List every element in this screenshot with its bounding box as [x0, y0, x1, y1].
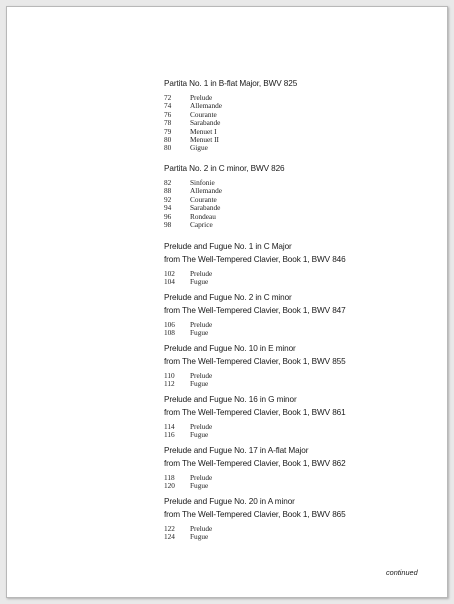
movement-title: Courante	[190, 194, 217, 204]
movement-title: Caprice	[190, 219, 213, 229]
entry-list	[164, 179, 434, 229]
table-of-contents	[7, 7, 447, 597]
movement-title: Menuet II	[190, 134, 219, 144]
page-number: 120	[164, 481, 175, 491]
movement-title: Rondeau	[190, 211, 216, 221]
page-number: 76	[164, 109, 172, 119]
movement-title: Prelude	[190, 320, 213, 329]
entry-list	[164, 423, 434, 440]
movement-title: Fugue	[190, 328, 209, 338]
section-subtitle: from The Well-Tempered Clavier, Book 1, BWV 847	[164, 306, 346, 315]
section-subtitle: from The Well-Tempered Clavier, Book 1, BWV 862	[164, 459, 346, 468]
movement-title: Allemande	[190, 186, 223, 196]
toc-entry	[164, 431, 434, 439]
movement-title: Fugue	[190, 430, 209, 440]
page-number: 114	[164, 422, 175, 431]
page-number: 106	[164, 320, 175, 329]
toc-section	[164, 240, 434, 287]
toc-entry	[164, 278, 434, 286]
continued-note: continued	[386, 568, 418, 577]
movement-title: Prelude	[190, 269, 213, 278]
movement-title: Fugue	[190, 379, 209, 389]
toc-entry	[164, 221, 434, 229]
entry-list	[164, 270, 434, 287]
toc-section	[164, 495, 434, 542]
section-title: Partita No. 1 in B-flat Major, BWV 825	[164, 79, 298, 88]
toc-section	[164, 77, 434, 153]
entry-list	[164, 94, 434, 153]
entry-list	[164, 474, 434, 491]
page-number: 78	[164, 118, 172, 128]
movement-title: Sarabande	[190, 203, 221, 213]
document-page	[6, 6, 448, 598]
page-number: 108	[164, 328, 175, 338]
movement-title: Menuet I	[190, 126, 217, 136]
section-title: Partita No. 2 in C minor, BWV 826	[164, 164, 285, 173]
section-title: Prelude and Fugue No. 17 in A-flat Major	[164, 446, 309, 455]
movement-title: Fugue	[190, 481, 209, 491]
toc-section	[164, 393, 434, 440]
section-title: Prelude and Fugue No. 2 in C minor	[164, 293, 292, 302]
toc-section	[164, 444, 434, 491]
movement-title: Prelude	[190, 524, 213, 533]
toc-entry	[164, 380, 434, 388]
toc-entry	[164, 144, 434, 152]
page-number: 102	[164, 269, 175, 278]
movement-title: Prelude	[190, 93, 213, 102]
movement-title: Sarabande	[190, 118, 221, 128]
movement-title: Gigue	[190, 143, 208, 153]
page-number: 124	[164, 532, 175, 542]
entry-list	[164, 321, 434, 338]
section-subtitle: from The Well-Tempered Clavier, Book 1, BWV 861	[164, 408, 346, 417]
section-title: Prelude and Fugue No. 20 in A minor	[164, 497, 295, 506]
section-title: Prelude and Fugue No. 10 in E minor	[164, 344, 296, 353]
movement-title: Prelude	[190, 422, 213, 431]
page-number: 116	[164, 430, 175, 440]
page-number: 112	[164, 379, 175, 389]
page-number: 72	[164, 93, 172, 102]
page-number: 118	[164, 473, 175, 482]
section-title: Prelude and Fugue No. 1 in C Major	[164, 242, 292, 251]
page-number: 122	[164, 524, 175, 533]
page-number: 94	[164, 203, 172, 213]
movement-title: Sinfonie	[190, 178, 215, 187]
entry-list	[164, 525, 434, 542]
section-subtitle: from The Well-Tempered Clavier, Book 1, BWV 855	[164, 357, 346, 366]
toc-section	[164, 162, 434, 229]
page-number: 80	[164, 134, 172, 144]
page-number: 104	[164, 277, 175, 287]
toc-entry	[164, 482, 434, 490]
page-number: 110	[164, 371, 175, 380]
section-subtitle: from The Well-Tempered Clavier, Book 1, BWV 846	[164, 255, 346, 264]
page-number: 79	[164, 126, 172, 136]
movement-title: Prelude	[190, 371, 213, 380]
page-number: 92	[164, 194, 172, 204]
toc-section	[164, 342, 434, 389]
movement-title: Fugue	[190, 277, 209, 287]
page-number: 80	[164, 143, 172, 153]
movement-title: Courante	[190, 109, 217, 119]
toc-entry	[164, 329, 434, 337]
movement-title: Allemande	[190, 101, 223, 111]
section-subtitle: from The Well-Tempered Clavier, Book 1, BWV 865	[164, 510, 346, 519]
page-number: 82	[164, 178, 172, 187]
page-number: 96	[164, 211, 172, 221]
page-number: 74	[164, 101, 172, 111]
movement-title: Fugue	[190, 532, 209, 542]
toc-entry	[164, 533, 434, 541]
section-title: Prelude and Fugue No. 16 in G minor	[164, 395, 297, 404]
entry-list	[164, 372, 434, 389]
page-number: 88	[164, 186, 172, 196]
page-number: 98	[164, 219, 172, 229]
toc-section	[164, 291, 434, 338]
movement-title: Prelude	[190, 473, 213, 482]
